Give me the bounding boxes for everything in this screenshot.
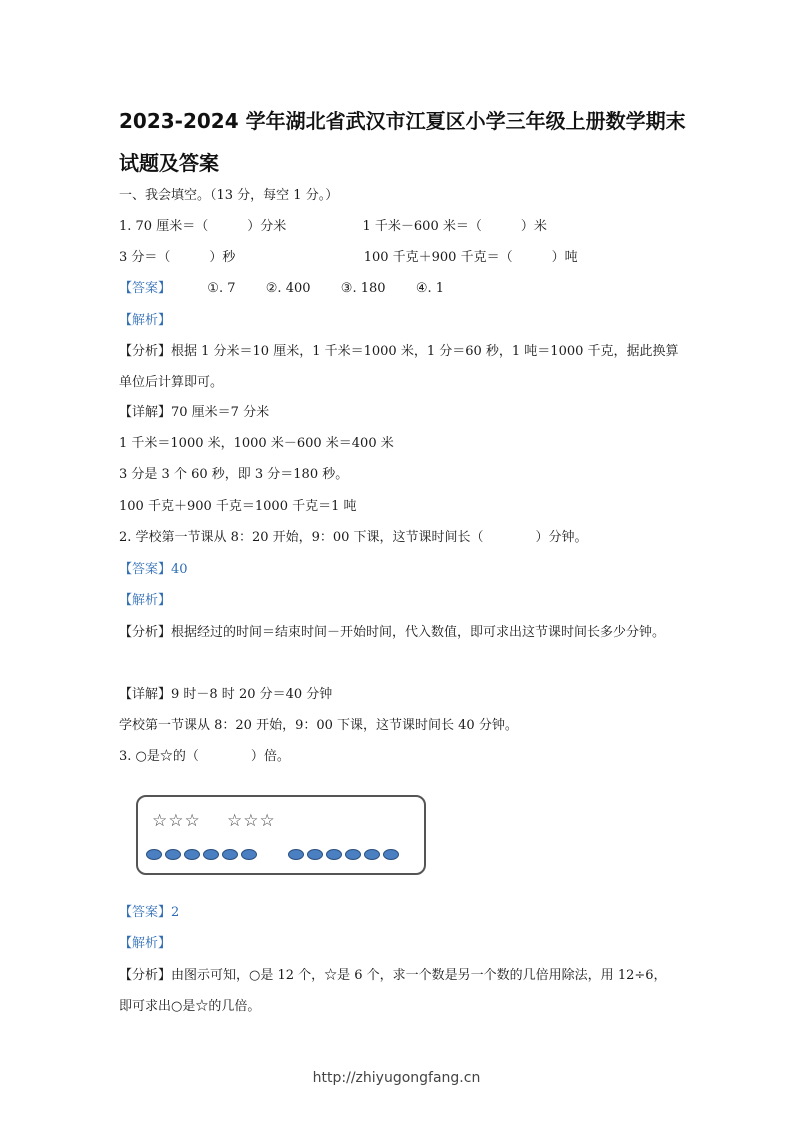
circle-shape xyxy=(326,849,342,860)
answer-tag: 【答案】 xyxy=(119,281,172,296)
q1-part-c: 3 分＝（ ）秒 xyxy=(119,250,236,265)
circle-group-right xyxy=(288,849,399,860)
q2-detail-1: 【详解】9 时－8 时 20 分＝40 分钟 xyxy=(119,687,333,702)
question-2: 2. 学校第一节课从 8：20 开始，9：00 下课，这节课时间长（ ）分钟。 xyxy=(119,530,588,545)
q1-detail-2: 1 千米＝1000 米，1000 米－600 米＝400 米 xyxy=(119,436,394,451)
q2-answer: 【答案】40 xyxy=(119,562,188,577)
q1-detail-3: 3 分是 3 个 60 秒，即 3 分＝180 秒。 xyxy=(119,467,349,482)
circle-shape xyxy=(241,849,257,860)
q1-answer-3: ③. 180 xyxy=(340,281,386,296)
q3-analysis-tag: 【解析】 xyxy=(119,936,172,951)
circle-group-left xyxy=(146,849,257,860)
q1-detail-4: 100 千克＋900 千克＝1000 千克＝1 吨 xyxy=(119,499,357,514)
q1-part-a: 1. 70 厘米＝（ ）分米 xyxy=(119,219,287,234)
q1-answer-4: ④. 1 xyxy=(415,281,445,296)
circle-shape xyxy=(222,849,238,860)
circle-shape xyxy=(288,849,304,860)
page-title: 2023-2024 学年湖北省武汉市江夏区小学三年级上册数学期末试题及答案 xyxy=(119,109,686,175)
question-1-line-1 xyxy=(119,217,547,237)
q1-analysis-tag: 【解析】 xyxy=(119,313,172,328)
q2-analysis: 【分析】根据经过的时间＝结束时间－开始时间，代入数值，即可求出这节课时间长多少分钟。 xyxy=(119,625,666,640)
circle-shape xyxy=(165,849,181,860)
circle-shape xyxy=(383,849,399,860)
section-heading: 一、我会填空。（13 分，每空 1 分。） xyxy=(119,188,339,203)
circle-shape xyxy=(203,849,219,860)
q1-detail-1: 【详解】70 厘米＝7 分米 xyxy=(119,405,270,420)
circle-shape xyxy=(146,849,162,860)
q1-part-b: 1 千米－600 米＝（ ）米 xyxy=(362,219,547,234)
star-group-right: ☆☆☆ xyxy=(227,811,276,831)
circle-shape xyxy=(307,849,323,860)
question-1-line-2 xyxy=(119,248,578,268)
stars-circles-figure xyxy=(136,795,426,875)
q2-detail-2: 学校第一节课从 8：20 开始，9：00 下课，这节课时间长 40 分钟。 xyxy=(119,718,518,733)
circle-shape xyxy=(364,849,380,860)
circle-shape xyxy=(345,849,361,860)
star-group-left: ☆☆☆ xyxy=(152,811,201,831)
q1-answer-1: ①. 7 xyxy=(207,281,236,296)
footer-url[interactable]: http://zhiyugongfang.cn xyxy=(312,1070,481,1086)
q1-answer-row xyxy=(119,279,444,299)
q1-answer-2: ②. 400 xyxy=(265,281,311,296)
q3-answer: 【答案】2 xyxy=(119,905,180,920)
q2-analysis-tag: 【解析】 xyxy=(119,593,172,608)
circle-shape xyxy=(184,849,200,860)
q1-analysis: 【分析】根据 1 分米＝10 厘米，1 千米＝1000 米，1 分＝60 秒，1 吨＝1000 千克，据此换算单位后计算即可。 xyxy=(119,344,679,390)
q3-analysis: 【分析】由图示可知，○是 12 个，☆是 6 个，求一个数是另一个数的几倍用除法，用 12÷6，即可求出○是☆的几倍。 xyxy=(119,968,667,1014)
q1-part-d: 100 千克＋900 千克＝（ ）吨 xyxy=(363,250,578,265)
question-3: 3. ○是☆的（ ）倍。 xyxy=(119,749,290,764)
